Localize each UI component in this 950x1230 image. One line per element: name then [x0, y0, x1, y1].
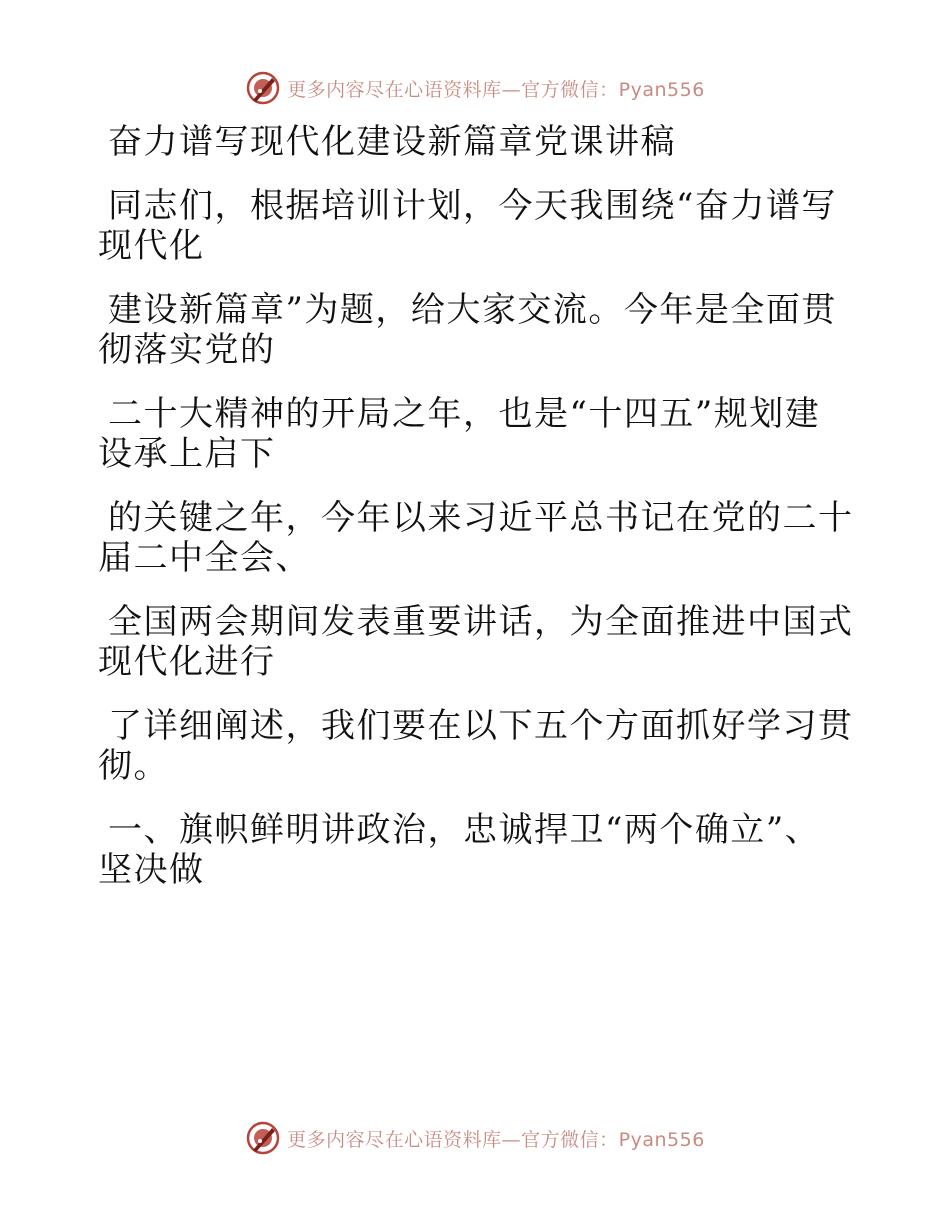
section-heading-line-wrap: 坚决做: [98, 850, 205, 890]
footer-watermark: [0, 1120, 950, 1156]
paragraph-line: 的关键之年，今年以来习近平总书记在党的二十: [108, 498, 854, 538]
document-body: [98, 122, 854, 890]
pen-logo-icon: [245, 1120, 281, 1156]
watermark-text: 更多内容尽在心语资料库—官方微信：Pyan556: [287, 1128, 705, 1151]
pen-logo-icon: [245, 70, 281, 106]
paragraph-line: 同志们，根据培训计划，今天我围绕“奋力谱写: [108, 186, 837, 226]
paragraph-line: 二十大精神的开局之年，也是“十四五”规划建: [108, 394, 821, 434]
paragraph-line-wrap: 现代化进行: [98, 642, 276, 682]
paragraph-line: 了详细阐述，我们要在以下五个方面抓好学习贯: [108, 706, 854, 746]
document-title: 奋力谱写现代化建设新篇章党课讲稿: [108, 122, 676, 162]
paragraph-line: 建设新篇章”为题，给大家交流。今年是全面贯: [108, 290, 837, 330]
watermark-text: 更多内容尽在心语资料库—官方微信：Pyan556: [287, 78, 705, 101]
paragraph-line-wrap: 设承上启下: [98, 434, 276, 474]
paragraph-line: 全国两会期间发表重要讲话，为全面推进中国式: [108, 602, 854, 642]
paragraph-line-wrap: 彻落实党的: [98, 330, 276, 370]
paragraph-line-wrap: 彻。: [98, 746, 169, 786]
header-watermark: [0, 70, 950, 106]
paragraph-line-wrap: 现代化: [98, 226, 205, 266]
paragraph-line-wrap: 届二中全会、: [98, 538, 311, 578]
section-heading-line: 一、旗帜鲜明讲政治，忠诚捍卫“两个确立”、: [108, 810, 821, 850]
